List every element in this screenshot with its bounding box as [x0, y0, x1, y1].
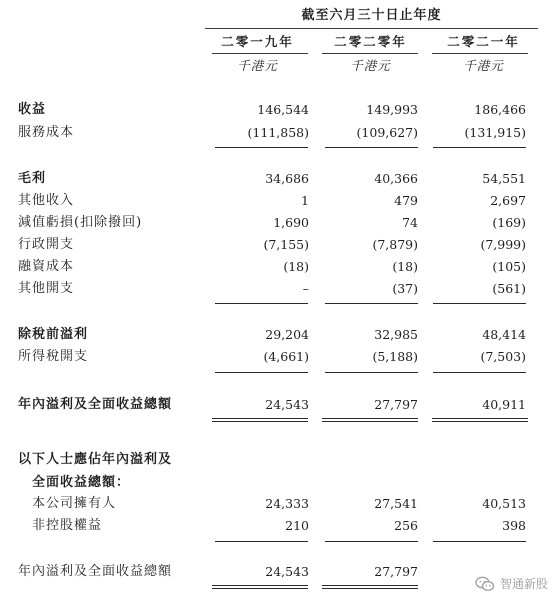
subtotal-rule — [325, 147, 418, 148]
row-value: 34,686 — [265, 171, 309, 186]
total-double-rule — [212, 588, 308, 589]
row-value: (105) — [492, 259, 526, 274]
subtotal-rule — [433, 372, 526, 373]
row-value: 1,690 — [273, 215, 309, 230]
row-label-owners-of-company: 本公司擁有人 — [32, 496, 117, 511]
year-underline-2021 — [432, 53, 528, 54]
row-value: 27,541 — [374, 496, 418, 511]
row-value: 40,513 — [482, 496, 526, 511]
total-double-rule — [322, 588, 418, 589]
subtotal-rule — [433, 541, 526, 542]
row-label-other-expenses: 其他開支 — [18, 281, 75, 296]
row-value: 29,204 — [265, 327, 309, 342]
subtotal-rule — [433, 303, 526, 304]
subtotal-rule — [325, 303, 418, 304]
row-label-admin-expenses: 行政開支 — [18, 237, 75, 252]
row-value: 24,333 — [265, 496, 309, 511]
row-value: (169) — [492, 215, 526, 230]
row-label-impairment-loss: 減值虧損(扣除撥回) — [18, 215, 143, 230]
row-label-cost-of-services: 服務成本 — [18, 125, 75, 140]
row-value: 27,797 — [374, 397, 418, 412]
row-value: (561) — [492, 281, 526, 296]
row-label-gross-profit: 毛利 — [18, 171, 47, 186]
year-underline-2019 — [212, 53, 308, 54]
total-double-rule — [212, 585, 308, 586]
row-value: 27,797 — [374, 564, 418, 579]
year-heading-2021: 二零二一年 — [447, 34, 520, 49]
row-value: 40,911 — [482, 397, 526, 412]
total-double-rule — [322, 585, 418, 586]
row-value: (7,503) — [480, 349, 526, 364]
row-value: (7,155) — [263, 237, 309, 252]
row-value: (5,188) — [372, 349, 418, 364]
row-value: (131,915) — [464, 125, 526, 140]
row-value: (7,999) — [480, 237, 526, 252]
row-value: 48,414 — [482, 327, 526, 342]
row-label-other-income: 其他收入 — [18, 193, 75, 208]
year-heading-2020: 二零二零年 — [334, 34, 407, 49]
row-value: 54,551 — [482, 171, 526, 186]
subtotal-rule — [215, 303, 308, 304]
row-value: 2,697 — [490, 193, 526, 208]
row-label-non-controlling-interests: 非控股權益 — [32, 518, 103, 533]
total-double-rule — [322, 421, 418, 422]
row-value: (7,879) — [372, 237, 418, 252]
watermark — [475, 575, 548, 592]
row-value: 146,544 — [257, 102, 309, 117]
period-heading: 截至六月三十日止年度 — [301, 8, 442, 23]
total-double-rule — [432, 421, 528, 422]
row-value: (18) — [392, 259, 418, 274]
subtotal-rule — [215, 372, 308, 373]
row-label-attributable-heading: 以下人士應佔年內溢利及 — [18, 452, 173, 467]
row-label-total-comprehensive-income: 年內溢利及全面收益總額 — [18, 397, 173, 412]
row-value: – — [302, 281, 309, 296]
watermark-text: 智通新股 — [499, 577, 548, 591]
row-value: 1 — [301, 193, 309, 208]
row-value: 74 — [402, 215, 418, 230]
row-value: 186,466 — [474, 102, 526, 117]
row-value: 398 — [502, 518, 526, 533]
row-value: 149,993 — [366, 102, 418, 117]
row-value: (18) — [283, 259, 309, 274]
subtotal-rule — [215, 147, 308, 148]
unit-label-2021: 千港元 — [463, 58, 504, 73]
subtotal-rule — [433, 147, 526, 148]
row-label-profit-before-tax: 除稅前溢利 — [18, 327, 89, 342]
row-value: (4,661) — [263, 349, 309, 364]
row-value: (111,858) — [247, 125, 309, 140]
row-value: 40,366 — [374, 171, 418, 186]
wechat-icon — [475, 576, 495, 592]
subtotal-rule — [325, 372, 418, 373]
unit-label-2020: 千港元 — [350, 58, 391, 73]
row-label-revenue: 收益 — [18, 102, 47, 117]
unit-label-2019: 千港元 — [237, 58, 278, 73]
row-value: 210 — [285, 518, 309, 533]
row-label-attributable-heading-cont: 全面收益總額： — [32, 475, 131, 490]
row-label-income-tax: 所得稅開支 — [18, 349, 89, 364]
total-double-rule — [322, 418, 418, 419]
year-underline-2020 — [322, 53, 418, 54]
row-value: 24,543 — [265, 564, 309, 579]
row-value: 32,985 — [374, 327, 418, 342]
period-underline — [205, 28, 538, 29]
subtotal-rule — [215, 541, 308, 542]
row-value: 479 — [394, 193, 418, 208]
year-heading-2019: 二零一九年 — [221, 34, 294, 49]
row-label-total-comprehensive-income-repeat: 年內溢利及全面收益總額 — [18, 564, 173, 579]
row-value: 24,543 — [265, 397, 309, 412]
row-value: (109,627) — [356, 125, 418, 140]
total-double-rule — [432, 418, 528, 419]
row-value: (37) — [392, 281, 418, 296]
subtotal-rule — [325, 541, 418, 542]
total-double-rule — [212, 421, 308, 422]
row-label-finance-costs: 融資成本 — [18, 259, 75, 274]
total-double-rule — [212, 418, 308, 419]
row-value: 256 — [394, 518, 418, 533]
